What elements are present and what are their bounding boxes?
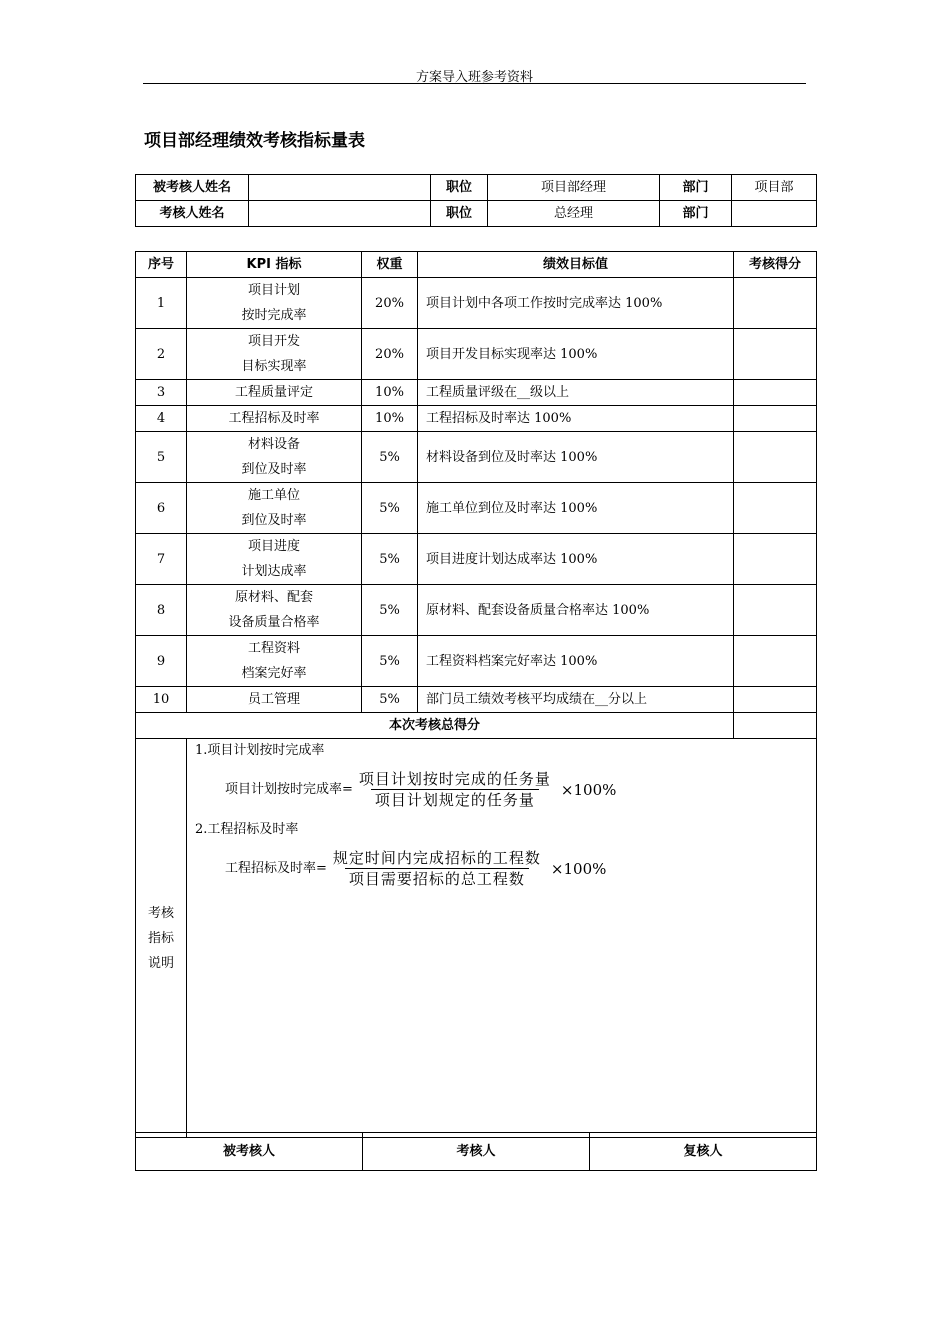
formula-1 <box>225 769 816 810</box>
kpi-weight: 20% <box>362 278 418 329</box>
kpi-name <box>187 278 362 329</box>
assessee-position-label: 职位 <box>431 175 488 201</box>
page-title: 项目部经理绩效考核指标量表 <box>144 131 365 151</box>
kpi-name-line-1: 项目进度 <box>247 539 300 554</box>
formula-1-lhs: 项目计划按时完成率= <box>225 781 353 797</box>
kpi-name <box>187 636 362 687</box>
kpi-header-row <box>136 252 817 278</box>
assessor-position-value: 总经理 <box>488 201 660 227</box>
kpi-row <box>136 432 817 483</box>
assessor-dept-label: 部门 <box>660 201 732 227</box>
notes-side-label-1: 考核 <box>147 905 174 921</box>
assessee-name-label: 被考核人姓名 <box>136 175 249 201</box>
kpi-score-field[interactable] <box>734 278 817 329</box>
assessor-dept-value[interactable] <box>732 201 817 227</box>
col-header-target: 绩效目标值 <box>418 252 734 278</box>
kpi-name-line-1: 工程质量评定 <box>234 385 313 400</box>
kpi-name-line-2: 设备质量合格率 <box>228 615 320 630</box>
kpi-name-line-1: 工程资料 <box>247 641 300 656</box>
kpi-row <box>136 687 817 713</box>
signature-assessee[interactable]: 被考核人 <box>136 1133 363 1171</box>
kpi-score-field[interactable] <box>734 406 817 432</box>
page-header: 方案导入班参考资料 <box>415 70 533 85</box>
notes-content <box>187 739 817 1138</box>
kpi-weight: 5% <box>362 483 418 534</box>
kpi-target: 项目开发目标实现率达 100% <box>418 329 734 380</box>
kpi-target: 项目计划中各项工作按时完成率达 100% <box>418 278 734 329</box>
formula-2-multiplier: ×100% <box>550 859 607 878</box>
kpi-name-line-1: 员工管理 <box>247 692 300 707</box>
kpi-target: 工程资料档案完好率达 100% <box>418 636 734 687</box>
notes-side-label <box>136 739 187 1138</box>
kpi-no: 5 <box>136 432 187 483</box>
assessor-name-field[interactable] <box>249 201 431 227</box>
kpi-name <box>187 380 362 406</box>
info-row-assessee <box>136 175 817 201</box>
kpi-target: 工程招标及时率达 100% <box>418 406 734 432</box>
kpi-body <box>136 278 817 713</box>
kpi-no: 2 <box>136 329 187 380</box>
kpi-row <box>136 278 817 329</box>
kpi-score-field[interactable] <box>734 432 817 483</box>
kpi-name <box>187 534 362 585</box>
kpi-name-line-1: 项目计划 <box>247 283 300 298</box>
kpi-target: 工程质量评级在__级以上 <box>418 380 734 406</box>
assessor-position-label: 职位 <box>431 201 488 227</box>
signature-table <box>135 1132 817 1171</box>
kpi-row <box>136 636 817 687</box>
total-label: 本次考核总得分 <box>136 713 734 739</box>
formula-2-fraction <box>329 848 545 889</box>
kpi-name <box>187 406 362 432</box>
kpi-table <box>135 251 817 1138</box>
kpi-no: 1 <box>136 278 187 329</box>
total-score-field[interactable] <box>734 713 817 739</box>
kpi-row <box>136 483 817 534</box>
kpi-no: 9 <box>136 636 187 687</box>
signature-row <box>136 1133 817 1171</box>
kpi-row <box>136 585 817 636</box>
formula-2-lhs: 工程招标及时率= <box>225 860 327 876</box>
assessee-dept-label: 部门 <box>660 175 732 201</box>
kpi-weight: 10% <box>362 380 418 406</box>
col-header-kpi: KPI 指标 <box>187 252 362 278</box>
kpi-target: 项目进度计划达成率达 100% <box>418 534 734 585</box>
signature-assessor[interactable]: 考核人 <box>363 1133 590 1171</box>
kpi-no: 6 <box>136 483 187 534</box>
kpi-name-line-2: 到位及时率 <box>241 462 307 477</box>
kpi-weight: 5% <box>362 534 418 585</box>
kpi-row <box>136 380 817 406</box>
kpi-weight: 5% <box>362 636 418 687</box>
kpi-score-field[interactable] <box>734 687 817 713</box>
kpi-score-field[interactable] <box>734 585 817 636</box>
kpi-no: 10 <box>136 687 187 713</box>
formula-1-multiplier: ×100% <box>560 780 617 799</box>
assessee-name-field[interactable] <box>249 175 431 201</box>
kpi-row <box>136 534 817 585</box>
total-row <box>136 713 817 739</box>
col-header-no: 序号 <box>136 252 187 278</box>
kpi-name-line-1: 项目开发 <box>247 334 300 349</box>
kpi-target: 原材料、配套设备质量合格率达 100% <box>418 585 734 636</box>
kpi-no: 7 <box>136 534 187 585</box>
notes-row <box>136 739 817 1138</box>
kpi-target: 施工单位到位及时率达 100% <box>418 483 734 534</box>
kpi-weight: 5% <box>362 687 418 713</box>
kpi-target: 部门员工绩效考核平均成绩在__分以上 <box>418 687 734 713</box>
col-header-weight: 权重 <box>362 252 418 278</box>
kpi-score-field[interactable] <box>734 329 817 380</box>
kpi-no: 4 <box>136 406 187 432</box>
kpi-name <box>187 483 362 534</box>
kpi-score-field[interactable] <box>734 483 817 534</box>
kpi-name <box>187 687 362 713</box>
kpi-name-line-2: 按时完成率 <box>241 308 307 323</box>
formula-1-title: 1.项目计划按时完成率 <box>195 743 325 758</box>
formula-1-denominator: 项目计划规定的任务量 <box>371 789 539 810</box>
kpi-weight: 5% <box>362 432 418 483</box>
kpi-weight: 5% <box>362 585 418 636</box>
kpi-name-line-1: 工程招标及时率 <box>228 411 320 426</box>
formula-2-numerator: 规定时间内完成招标的工程数 <box>332 849 541 867</box>
kpi-name-line-2: 计划达成率 <box>241 564 307 579</box>
kpi-weight: 10% <box>362 406 418 432</box>
notes-side-label-3: 说明 <box>147 955 174 971</box>
kpi-name <box>187 329 362 380</box>
info-row-assessor <box>136 201 817 227</box>
kpi-no: 8 <box>136 585 187 636</box>
assessee-dept-value: 项目部 <box>732 175 817 201</box>
header-rule <box>143 83 806 84</box>
info-table <box>135 174 817 227</box>
kpi-score-field[interactable] <box>734 380 817 406</box>
formula-2 <box>225 848 816 889</box>
kpi-no: 3 <box>136 380 187 406</box>
formula-2-denominator: 项目需要招标的总工程数 <box>345 868 529 889</box>
kpi-weight: 20% <box>362 329 418 380</box>
kpi-name <box>187 432 362 483</box>
kpi-score-field[interactable] <box>734 636 817 687</box>
assessee-position-value: 项目部经理 <box>488 175 660 201</box>
kpi-name-line-1: 原材料、配套 <box>234 590 313 605</box>
kpi-score-field[interactable] <box>734 534 817 585</box>
notes-side-label-2: 指标 <box>147 930 174 946</box>
formula-1-numerator: 项目计划按时完成的任务量 <box>358 770 551 788</box>
signature-reviewer[interactable]: 复核人 <box>590 1133 817 1171</box>
kpi-name-line-2: 档案完好率 <box>241 666 307 681</box>
kpi-name <box>187 585 362 636</box>
assessor-name-label: 考核人姓名 <box>136 201 249 227</box>
formula-1-fraction <box>355 769 555 810</box>
kpi-name-line-2: 目标实现率 <box>241 359 307 374</box>
kpi-name-line-1: 材料设备 <box>247 437 300 452</box>
kpi-row <box>136 406 817 432</box>
kpi-name-line-1: 施工单位 <box>247 488 300 503</box>
kpi-target: 材料设备到位及时率达 100% <box>418 432 734 483</box>
kpi-name-line-2: 到位及时率 <box>241 513 307 528</box>
kpi-row <box>136 329 817 380</box>
col-header-score: 考核得分 <box>734 252 817 278</box>
formula-2-title: 2.工程招标及时率 <box>195 822 299 837</box>
